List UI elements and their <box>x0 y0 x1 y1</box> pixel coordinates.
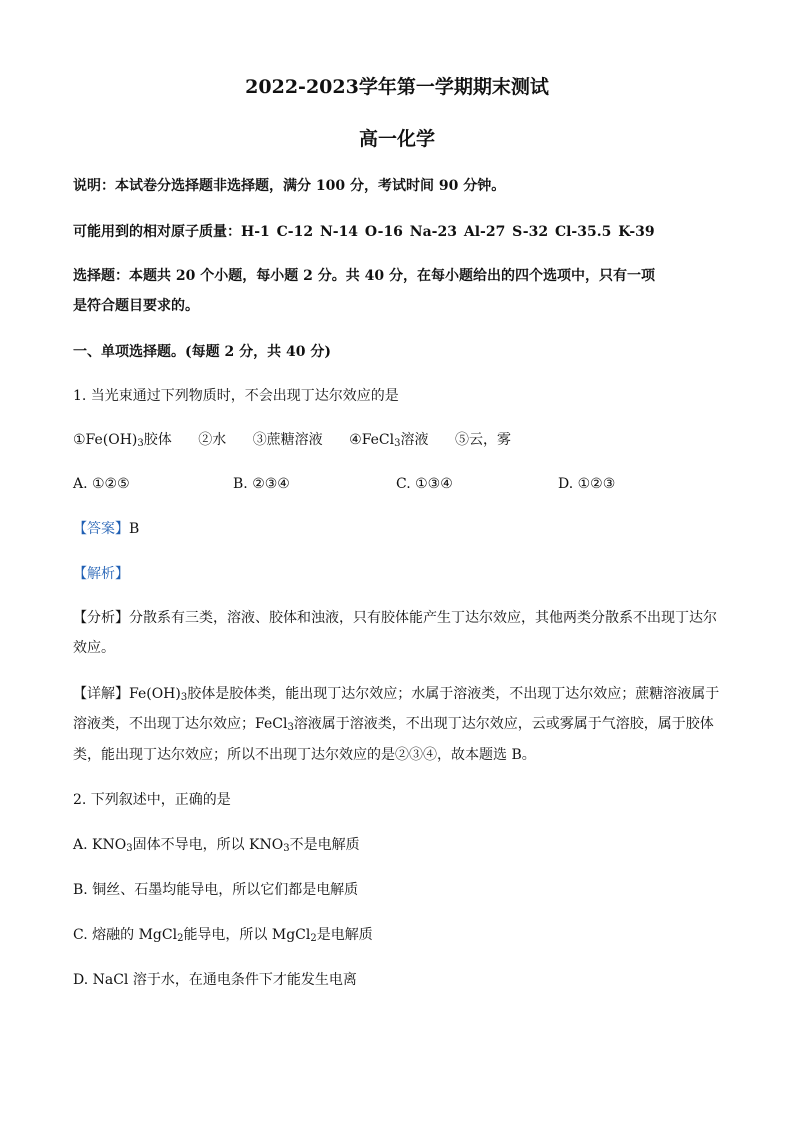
q2-option-c: C. 熔融的 MgCl$_2$能导电，所以 MgCl$_2$是电解质 <box>73 927 373 944</box>
q1-item-5: ⑤云，雾 <box>454 432 511 448</box>
exam-note: 说明：本试卷分选择题非选择题，满分 100 分，考试时间 90 分钟。 <box>73 178 506 194</box>
q1-detail-line-1: 【详解】$Fe(OH)_3$胶体是胶体类，能出现丁达尔效应；水属于溶液类，不出现丁达尔效应；蔗糖溶液属于 <box>73 686 720 703</box>
q1-answer <box>73 519 139 539</box>
fenxi-tag: 【分析】 <box>73 610 129 626</box>
answer-value: B <box>129 521 140 537</box>
q1-fenxi-line-2: 效应。 <box>73 640 115 656</box>
answer-tag: 【答案】 <box>73 521 129 537</box>
exam-title: 2022-2023学年第一学期期末测试 <box>245 76 549 98</box>
section-desc-line-1: 选择题：本题共 20 个小题，每小题 2 分。共 40 分，在每小题给出的四个选项中，只有一项 <box>73 268 655 284</box>
q1-option-d: D. ①②③ <box>558 476 616 492</box>
q1-option-b: B. ②③④ <box>233 476 290 492</box>
q2-option-a: A. $KNO_3$固体不导电，所以 $KNO_3$不是电解质 <box>73 837 360 854</box>
q1-item-3: ③蔗糖溶液 <box>252 432 323 448</box>
section-title: 一、单项选择题。(每题 2 分，共 40 分) <box>73 344 331 360</box>
q2-stem: 2. 下列叙述中，正确的是 <box>73 792 231 808</box>
q1-option-a: A. ①②⑤ <box>73 476 130 492</box>
q1-detail-line-2: 溶液类，不出现丁达尔效应；FeCl$_3$溶液属于溶液类，不出现丁达尔效应，云或雾属于气溶胶，属于胶体 <box>73 716 714 733</box>
q1-fenxi-line-1: 【分析】分散系有三类，溶液、胶体和浊液，只有胶体能产生丁达尔效应，其他两类分散系不出现丁达尔 <box>73 610 717 626</box>
q2-option-b: B. 铜丝、石墨均能导电，所以它们都是电解质 <box>73 882 359 898</box>
q1-items <box>73 430 511 450</box>
q1-option-c: C. ①③④ <box>396 476 453 492</box>
section-desc-line-2: 是符合题目要求的。 <box>73 298 199 314</box>
detail-tag: 【详解】 <box>73 686 129 702</box>
analysis-tag: 【解析】 <box>73 566 129 582</box>
q1-stem: 1. 当光束通过下列物质时，不会出现丁达尔效应的是 <box>73 388 399 404</box>
q1-detail-line-3: 类，能出现丁达尔效应；所以不出现丁达尔效应的是②③④，故本题选 B。 <box>73 747 536 763</box>
q2-option-d: D. NaCl 溶于水，在通电条件下才能发生电离 <box>73 972 357 988</box>
atomic-masses: 可能用到的相对原子质量：H-1 C-12 N-14 O-16 Na-23 Al-27 S-32 Cl-35.5 K-39 <box>73 224 655 240</box>
q1-item-4: ④FeCl$_3$溶液 <box>349 432 429 449</box>
exam-subtitle: 高一化学 <box>358 128 435 150</box>
q1-item-2: ②水 <box>198 432 227 448</box>
q1-item-1: $①Fe(OH)_3$胶体 <box>73 432 172 449</box>
